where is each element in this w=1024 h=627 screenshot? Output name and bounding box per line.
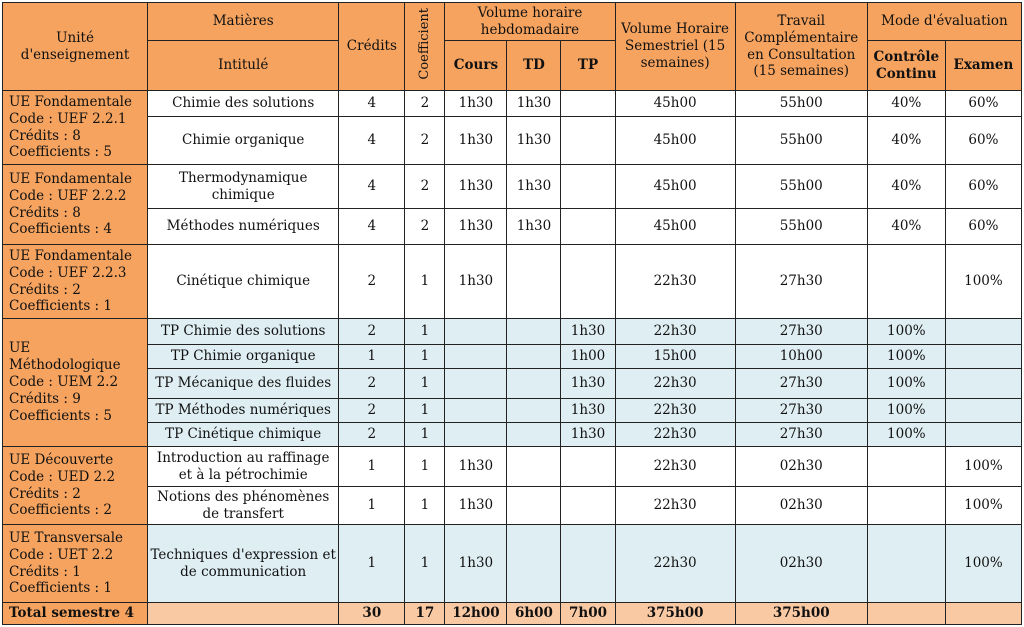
cell-coef: 1 <box>405 369 445 399</box>
cell-cours: 1h30 <box>445 165 507 209</box>
total-coef: 17 <box>405 603 445 625</box>
cell-credits: 2 <box>339 319 405 345</box>
table-row <box>3 423 1022 447</box>
header-travail-complementaire: Travail Complémentaire en Consultation (15 semaines) <box>735 3 867 91</box>
header-coefficient-label: Coefficient <box>416 8 432 80</box>
cell-exam: 60% <box>945 91 1021 117</box>
header-matieres: Matières <box>148 3 339 41</box>
cell-cc <box>867 525 945 603</box>
header-coefficient <box>405 3 445 91</box>
cell-vhs: 45h00 <box>615 165 735 209</box>
table-row <box>3 525 1022 603</box>
cell-cours: 1h30 <box>445 209 507 245</box>
cell-credits: 2 <box>339 399 405 423</box>
cell-tp <box>561 487 615 525</box>
cell-exam: 100% <box>945 487 1021 525</box>
cell-credits: 2 <box>339 245 405 319</box>
total-cours: 12h00 <box>445 603 507 625</box>
table-row <box>3 117 1022 165</box>
cell-cours: 1h30 <box>445 487 507 525</box>
cell-credits: 4 <box>339 209 405 245</box>
cell-intitule: Techniques d'expression et de communication <box>148 525 339 603</box>
cell-tcc: 02h30 <box>735 525 867 603</box>
header-unite: Unité d'enseignement <box>3 3 148 91</box>
cell-tcc: 02h30 <box>735 487 867 525</box>
total-cc <box>867 603 945 625</box>
cell-intitule: TP Chimie des solutions <box>148 319 339 345</box>
total-credits: 30 <box>339 603 405 625</box>
cell-tcc: 27h30 <box>735 399 867 423</box>
cell-vhs: 22h30 <box>615 245 735 319</box>
unit-label: UE Découverte Code : UED 2.2 Crédits : 2 Coefficients : 2 <box>3 447 148 525</box>
cell-tp <box>561 245 615 319</box>
cell-credits: 1 <box>339 345 405 369</box>
cell-cc <box>867 487 945 525</box>
cell-intitule: TP Méthodes numériques <box>148 399 339 423</box>
cell-tcc: 02h30 <box>735 447 867 487</box>
cell-tp <box>561 447 615 487</box>
cell-vhs: 22h30 <box>615 319 735 345</box>
cell-vhs: 22h30 <box>615 423 735 447</box>
header-intitule: Intitulé <box>148 41 339 91</box>
cell-coef: 1 <box>405 245 445 319</box>
cell-exam <box>945 399 1021 423</box>
table-row <box>3 345 1022 369</box>
header-tp: TP <box>561 41 615 91</box>
cell-coef: 1 <box>405 487 445 525</box>
total-td: 6h00 <box>507 603 561 625</box>
unit-label: UE Fondamentale Code : UEF 2.2.1 Crédits : 8 Coefficients : 5 <box>3 91 148 165</box>
cell-vhs: 22h30 <box>615 399 735 423</box>
cell-credits: 1 <box>339 487 405 525</box>
cell-tcc: 10h00 <box>735 345 867 369</box>
header-controle-continu: Contrôle Continu <box>867 41 945 91</box>
table-row <box>3 319 1022 345</box>
cell-exam <box>945 319 1021 345</box>
table-row <box>3 399 1022 423</box>
cell-cc: 40% <box>867 91 945 117</box>
header-mode-evaluation: Mode d'évaluation <box>867 3 1021 41</box>
total-exam <box>945 603 1021 625</box>
cell-credits: 2 <box>339 369 405 399</box>
cell-credits: 1 <box>339 447 405 487</box>
cell-td <box>507 245 561 319</box>
cell-vhs: 45h00 <box>615 117 735 165</box>
cell-td <box>507 423 561 447</box>
total-label: Total semestre 4 <box>3 603 148 625</box>
cell-coef: 1 <box>405 399 445 423</box>
cell-tcc: 27h30 <box>735 369 867 399</box>
cell-tcc: 55h00 <box>735 165 867 209</box>
cell-coef: 2 <box>405 91 445 117</box>
cell-tcc: 27h30 <box>735 245 867 319</box>
cell-cours: 1h30 <box>445 245 507 319</box>
cell-td <box>507 447 561 487</box>
table-body <box>3 91 1022 603</box>
header-volume-semestriel: Volume Horaire Semestriel (15 semaines) <box>615 3 735 91</box>
cell-cours: 1h30 <box>445 117 507 165</box>
cell-tcc: 27h30 <box>735 319 867 345</box>
cell-tp: 1h00 <box>561 345 615 369</box>
table-row <box>3 91 1022 117</box>
cell-cours <box>445 423 507 447</box>
total-intitule <box>148 603 339 625</box>
table-row <box>3 369 1022 399</box>
cell-cours <box>445 399 507 423</box>
cell-vhs: 45h00 <box>615 209 735 245</box>
cell-cours: 1h30 <box>445 525 507 603</box>
header-examen: Examen <box>945 41 1021 91</box>
cell-vhs: 15h00 <box>615 345 735 369</box>
cell-coef: 1 <box>405 319 445 345</box>
cell-coef: 1 <box>405 447 445 487</box>
cell-tp <box>561 525 615 603</box>
cell-intitule: Chimie des solutions <box>148 91 339 117</box>
table-row <box>3 209 1022 245</box>
cell-coef: 2 <box>405 165 445 209</box>
cell-credits: 4 <box>339 117 405 165</box>
cell-cc: 100% <box>867 399 945 423</box>
cell-td <box>507 345 561 369</box>
cell-coef: 2 <box>405 209 445 245</box>
cell-credits: 4 <box>339 91 405 117</box>
cell-intitule: Méthodes numériques <box>148 209 339 245</box>
cell-intitule: Cinétique chimique <box>148 245 339 319</box>
cell-intitule: Thermodynamique chimique <box>148 165 339 209</box>
cell-exam: 60% <box>945 165 1021 209</box>
cell-td: 1h30 <box>507 91 561 117</box>
cell-credits: 4 <box>339 165 405 209</box>
cell-exam: 100% <box>945 525 1021 603</box>
unit-label: UE Fondamentale Code : UEF 2.2.3 Crédits : 2 Coefficients : 1 <box>3 245 148 319</box>
cell-tp: 1h30 <box>561 423 615 447</box>
table-row <box>3 447 1022 487</box>
cell-vhs: 45h00 <box>615 91 735 117</box>
cell-cc: 100% <box>867 345 945 369</box>
cell-td: 1h30 <box>507 117 561 165</box>
cell-intitule: TP Mécanique des fluides <box>148 369 339 399</box>
header-td: TD <box>507 41 561 91</box>
cell-tp: 1h30 <box>561 399 615 423</box>
cell-credits: 1 <box>339 525 405 603</box>
unit-label: UE Fondamentale Code : UEF 2.2.2 Crédits : 8 Coefficients : 4 <box>3 165 148 245</box>
cell-cc: 40% <box>867 209 945 245</box>
cell-intitule: Chimie organique <box>148 117 339 165</box>
cell-cours <box>445 319 507 345</box>
cell-tp: 1h30 <box>561 369 615 399</box>
cell-cc: 40% <box>867 117 945 165</box>
table-row <box>3 165 1022 209</box>
cell-vhs: 22h30 <box>615 487 735 525</box>
cell-intitule: TP Chimie organique <box>148 345 339 369</box>
cell-td <box>507 525 561 603</box>
total-tp: 7h00 <box>561 603 615 625</box>
header-credits: Crédits <box>339 3 405 91</box>
cell-credits: 2 <box>339 423 405 447</box>
cell-cours <box>445 345 507 369</box>
table-row <box>3 487 1022 525</box>
table-row <box>3 245 1022 319</box>
unit-label: UE Transversale Code : UET 2.2 Crédits : 1 Coefficients : 1 <box>3 525 148 603</box>
cell-tcc: 55h00 <box>735 117 867 165</box>
cell-coef: 1 <box>405 525 445 603</box>
cell-exam: 100% <box>945 245 1021 319</box>
semester-table <box>2 2 1022 625</box>
cell-tp <box>561 165 615 209</box>
cell-tcc: 55h00 <box>735 91 867 117</box>
cell-vhs: 22h30 <box>615 447 735 487</box>
total-vhs: 375h00 <box>615 603 735 625</box>
cell-coef: 1 <box>405 423 445 447</box>
cell-exam <box>945 423 1021 447</box>
cell-tp: 1h30 <box>561 319 615 345</box>
cell-cours <box>445 369 507 399</box>
cell-exam: 60% <box>945 117 1021 165</box>
cell-vhs: 22h30 <box>615 525 735 603</box>
cell-tp <box>561 91 615 117</box>
cell-cc: 100% <box>867 423 945 447</box>
cell-td <box>507 319 561 345</box>
cell-tp <box>561 117 615 165</box>
cell-cc: 100% <box>867 319 945 345</box>
cell-coef: 1 <box>405 345 445 369</box>
cell-cours: 1h30 <box>445 91 507 117</box>
cell-td <box>507 369 561 399</box>
cell-intitule: Notions des phénomènes de transfert <box>148 487 339 525</box>
cell-cc: 100% <box>867 369 945 399</box>
cell-cc: 40% <box>867 165 945 209</box>
total-tcc: 375h00 <box>735 603 867 625</box>
cell-cours: 1h30 <box>445 447 507 487</box>
cell-exam <box>945 369 1021 399</box>
cell-vhs: 22h30 <box>615 369 735 399</box>
cell-exam: 100% <box>945 447 1021 487</box>
cell-tcc: 27h30 <box>735 423 867 447</box>
cell-tcc: 55h00 <box>735 209 867 245</box>
header-volume-hebdo: Volume horaire hebdomadaire <box>445 3 615 41</box>
unit-label: UE Méthodologique Code : UEM 2.2 Crédits : 9 Coefficients : 5 <box>3 319 148 447</box>
cell-intitule: TP Cinétique chimique <box>148 423 339 447</box>
cell-td <box>507 399 561 423</box>
cell-exam <box>945 345 1021 369</box>
cell-exam: 60% <box>945 209 1021 245</box>
cell-tp <box>561 209 615 245</box>
cell-cc <box>867 447 945 487</box>
cell-cc <box>867 245 945 319</box>
cell-td: 1h30 <box>507 165 561 209</box>
cell-intitule: Introduction au raffinage et à la pétrochimie <box>148 447 339 487</box>
cell-coef: 2 <box>405 117 445 165</box>
cell-td <box>507 487 561 525</box>
cell-td: 1h30 <box>507 209 561 245</box>
header-cours: Cours <box>445 41 507 91</box>
